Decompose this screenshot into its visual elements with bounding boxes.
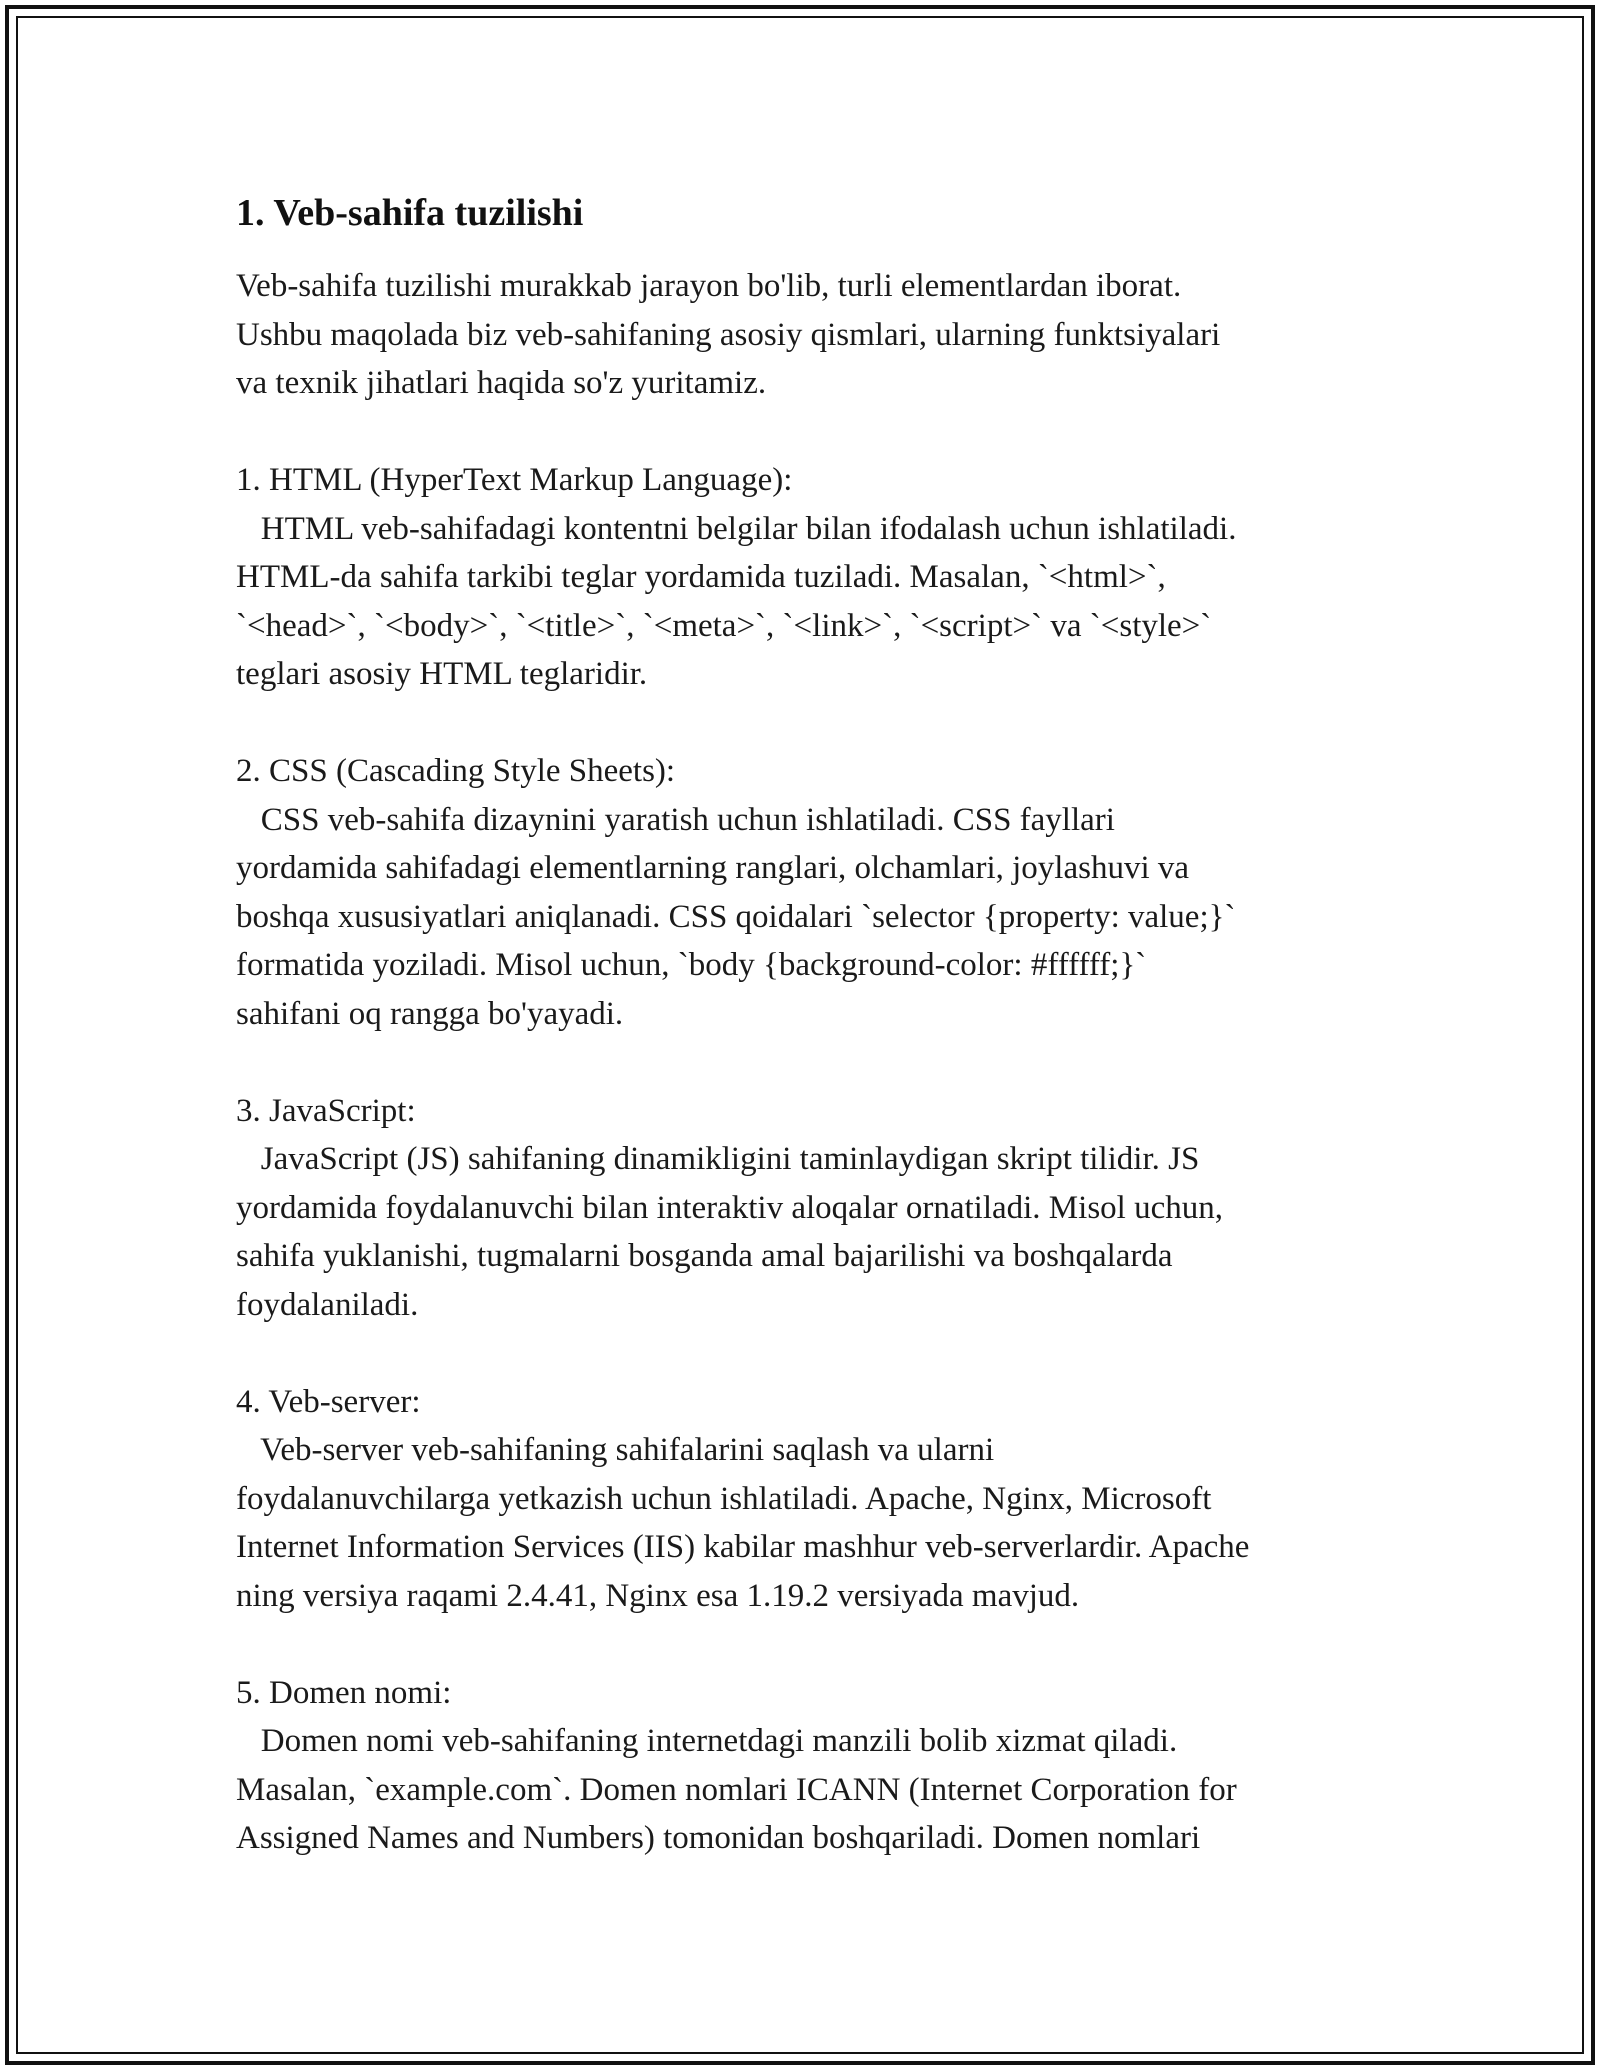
section-line: foydalanuvchilarga yetkazish uchun ishlatiladi. Apache, Nginx, Microsoft	[236, 1480, 1212, 1517]
intro-line: Ushbu maqolada biz veb-sahifaning asosiy qismlari, ularning funktsiyalari	[236, 316, 1221, 353]
section-line: ning versiya raqami 2.4.41, Nginx esa 1.19.2 versiyada mavjud.	[236, 1577, 1080, 1614]
section-line: yordamida sahifadagi elementlarning ranglari, olchamlari, joylashuvi va	[236, 850, 1190, 886]
section-heading: 2. CSS (Cascading Style Sheets):	[236, 753, 676, 789]
section-line: foydalaniladi.	[236, 1286, 419, 1323]
section-line: HTML-da sahifa tarkibi teglar yordamida tuziladi. Masalan, `<html>`,	[236, 559, 1166, 595]
section-html	[236, 456, 1396, 699]
section-line: formatida yoziladi. Misol uchun, `body {background-color: #ffffff;}`	[236, 947, 1147, 983]
section-heading: 1. HTML (HyperText Markup Language):	[236, 462, 793, 498]
section-css	[236, 747, 1396, 1038]
section-heading: 4. Veb-server:	[236, 1383, 421, 1420]
intro-paragraph	[236, 262, 1396, 408]
intro-line: va texnik jihatlari haqida so'z yuritamiz.	[236, 365, 767, 401]
section-line: boshqa xususiyatlari aniqlanadi. CSS qoidalari `selector {property: value;}`	[236, 898, 1236, 935]
document-title: 1. Veb-sahifa tuzilishi	[236, 192, 584, 234]
section-javascript	[236, 1087, 1396, 1330]
section-domain-name	[236, 1669, 1396, 1863]
section-line: HTML veb-sahifadagi kontentni belgilar bilan ifodalash uchun ishlatiladi.	[236, 510, 1237, 547]
section-line: Domen nomi veb-sahifaning internetdagi manzili bolib xizmat qiladi.	[236, 1723, 1178, 1759]
section-line: Assigned Names and Numbers) tomonidan boshqariladi. Domen nomlari	[236, 1820, 1201, 1856]
document-body	[236, 188, 1396, 1863]
section-line: Internet Information Services (IIS) kabilar mashhur veb-serverlardir. Apache	[236, 1529, 1250, 1565]
section-line: JavaScript (JS) sahifaning dinamikligini taminlaydigan skript tilidir. JS	[236, 1141, 1200, 1177]
section-heading: 5. Domen nomi:	[236, 1674, 452, 1711]
section-line: sahifa yuklanishi, tugmalarni bosganda amal bajarilishi va boshqalarda	[236, 1238, 1173, 1274]
section-line: teglari asosiy HTML teglaridir.	[236, 656, 648, 692]
section-line: sahifani oq rangga bo'yayadi.	[236, 995, 624, 1032]
section-line: Veb-server veb-sahifaning sahifalarini saqlash va ularni	[236, 1432, 995, 1468]
section-web-server	[236, 1378, 1396, 1621]
section-line: `<head>`, `<body>`, `<title>`, `<meta>`, `<link>`, `<script>` va `<style>`	[236, 607, 1212, 644]
section-heading: 3. JavaScript:	[236, 1092, 416, 1129]
section-line: CSS veb-sahifa dizaynini yaratish uchun ishlatiladi. CSS fayllari	[236, 801, 1115, 838]
intro-line: Veb-sahifa tuzilishi murakkab jarayon bo'lib, turli elementlardan iborat.	[236, 268, 1182, 304]
section-line: yordamida foydalanuvchi bilan interaktiv aloqalar ornatiladi. Misol uchun,	[236, 1189, 1223, 1226]
section-line: Masalan, `example.com`. Domen nomlari ICANN (Internet Corporation for	[236, 1771, 1237, 1808]
